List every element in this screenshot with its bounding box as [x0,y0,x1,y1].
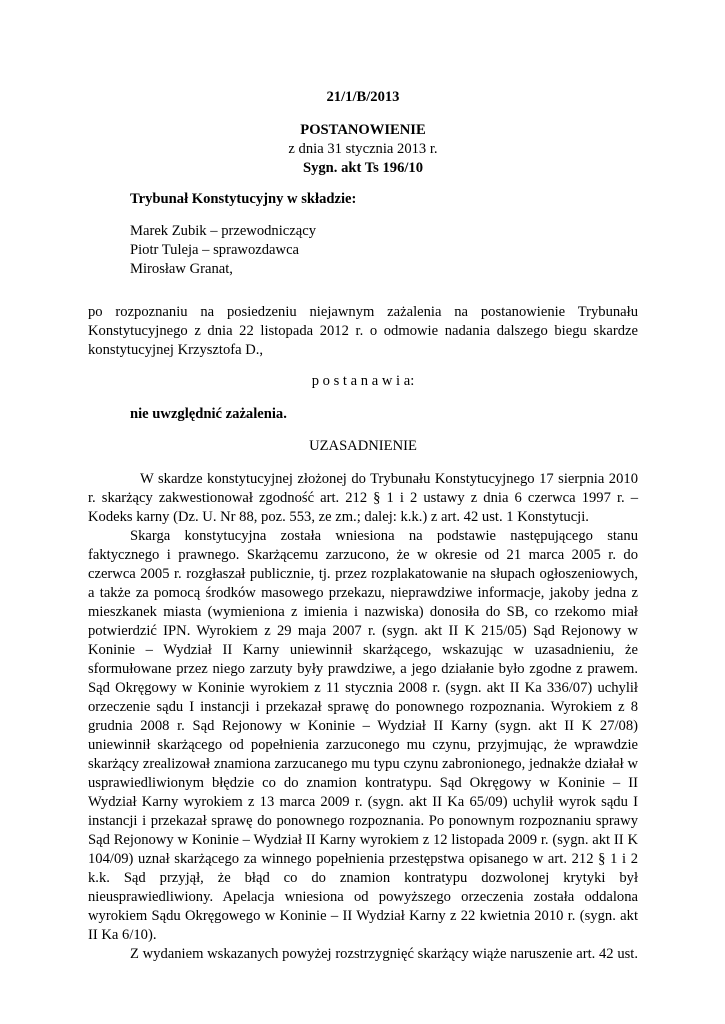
justification-line: Sąd Rejonowy w Koninie – Wydział II Karny wyrokiem z 12 listopada 2009 r. (sygn. akt II K [88,832,638,848]
justification-line: skarżący zrealizował znamiona zarzucanego mu typu czynu zabronionego, jednakże działał w [88,756,638,772]
justification-line: czerwca 2005 r. rozgłaszał publicznie, tj. przez rozplakatowanie na słupach ogłoszeniowych, [88,566,638,582]
intro-line: konstytucyjnej Krzysztofa D., [88,342,264,358]
justification-line: 104/09) uznał skarżącego za winnego popełnienia przestępstwa opisanego w art. 212 § 1 i 2 [88,851,638,867]
justification-line: sformułowane przez niego zarzuty były prawdziwe, a jego działanie było zgodne z prawem. [88,661,638,677]
justification-line: II Ka 6/10). [88,927,157,943]
intro-line: po rozpoznaniu na posiedzeniu niejawnym zażalenia na postanowienie Trybunału [88,304,638,320]
justification-line: a także za pomocą środków masowego przekazu, nieprawdziwe informacje, jakoby jedna z [88,585,638,601]
case-reference: 21/1/B/2013 [326,89,400,105]
composition-member: Piotr Tuleja – sprawozdawca [130,242,300,258]
justification-line: mieszkanek miasta (wymieniona z imienia i nazwiska) donosiła do SB, co rzekomo miał [88,604,638,620]
justification-line: faktycznego i prawnego. Skarżącemu zarzucono, że w okresie od 21 marca 2005 r. do [88,547,638,563]
composition-heading: Trybunał Konstytucyjny w składzie: [130,191,357,207]
justification-line: Kodeks karny (Dz. U. Nr 88, poz. 553, ze zm.; dalej: k.k.) z art. 42 ust. 1 Konstytucji. [88,509,589,525]
justification-line: Koninie – Wydział II Karny uniewinnił skarżącego, wskazując w uzasadnieniu, że [88,642,638,658]
justification-line: wyrokiem Sądu Okręgowego w Koninie – II Wydział Karny z 22 kwietnia 2010 r. (sygn. akt [88,908,638,924]
justification-line: Wydział Karny wyrokiem z 13 marca 2009 r. (sygn. akt II Ka 65/09) uchylił wyrok sądu I [88,794,638,810]
justification-line: potwierdzić IPN. Wyrokiem z 29 maja 2007 r. (sygn. akt II K 215/05) Sąd Rejonowy w [88,623,638,639]
justification-line: orzeczenie sądu I instancji i przekazał sprawę do ponownego rozpoznania. Wyrokiem z 8 [88,699,638,715]
justification-line: r. skarżący zakwestionował zgodność art. 212 § 1 i 2 ustawy z dnia 6 czerwca 1997 r. – [88,490,638,506]
composition-member: Mirosław Granat, [130,261,233,277]
justification-line: k.k. Sąd przyjął, że błąd co do znamion kontratypu dozwolonej krytyki był [88,870,638,886]
justification-line: Z wydaniem wskazanych powyżej rozstrzygnięć skarżący wiąże naruszenie art. 42 ust. [130,946,638,962]
composition-member: Marek Zubik – przewodniczący [130,223,316,239]
justification-line: grudnia 2008 r. Sąd Rejonowy w Koninie – Wydział II Karny (sygn. akt II K 27/08) [88,718,638,734]
justification-line: Skarga konstytucyjna została wniesiona na podstawie następującego stanu [130,528,638,544]
justification-line: uniewinnił skarżącego od popełnienia zarzuconego mu czynu, przyjmując, że wprawdzie [88,737,638,753]
document-date: z dnia 31 stycznia 2013 r. [288,141,438,157]
case-signature: Sygn. akt Ts 196/10 [302,160,424,176]
document-title: POSTANOWIENIE [300,122,426,138]
justification-line: Sąd Okręgowy w Koninie wyrokiem z 11 stycznia 2008 r. (sygn. akt II Ka 336/07) uchylił [88,680,638,696]
justification-line: instancji i przekazał sprawę do ponownego rozpoznania. Po ponownym rozpoznaniu sprawy [88,813,638,829]
justification-line: W skardze konstytucyjnej złożonej do Trybunału Konstytucyjnego 17 sierpnia 2010 [140,471,638,487]
intro-line: Konstytucyjnego z dnia 22 listopada 2012 r. o odmowie nadania dalszego biegu skardze [88,323,638,339]
justification-line: nieusprawiedliwiony. Apelacja wniesiona od powyższego orzeczenia została oddalona [88,889,638,905]
ruling-text: nie uwzględnić zażalenia. [130,406,287,422]
justification-line: usprawiedliwionym błędzie co do znamion kontratypu. Sąd Okręgowy w Koninie – II [88,775,638,791]
justification-heading: UZASADNIENIE [309,438,417,454]
postanawia-label: p o s t a n a w i a: [311,373,415,389]
